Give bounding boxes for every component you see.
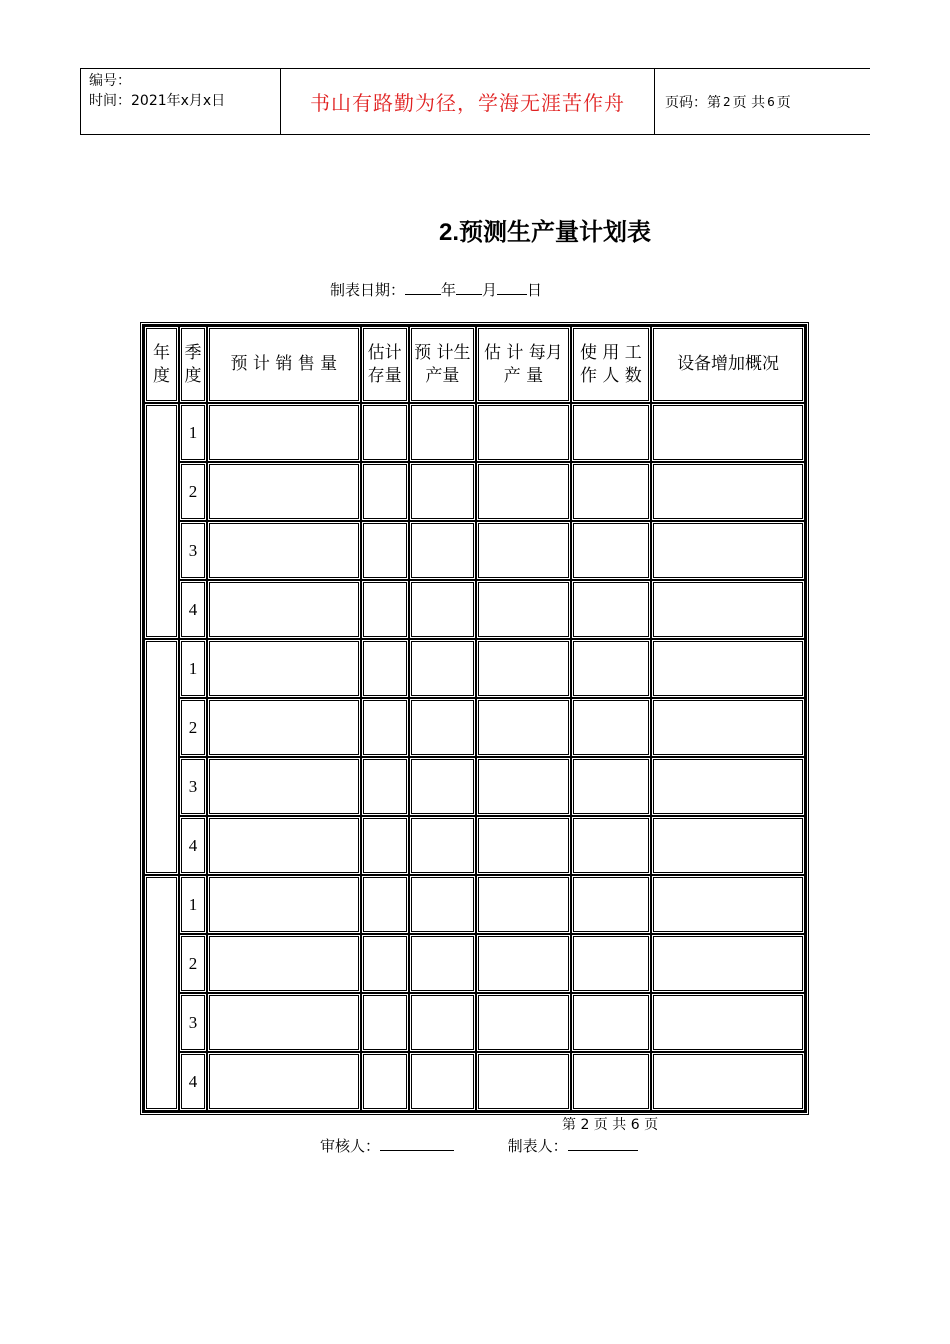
equipment-cell[interactable] xyxy=(651,816,805,875)
page-title xyxy=(0,212,950,247)
page-suffix: 页 xyxy=(776,94,791,111)
workers-cell[interactable] xyxy=(571,757,652,816)
title-number: 2. xyxy=(438,219,459,246)
monthly-output-cell[interactable] xyxy=(476,993,570,1052)
table-row xyxy=(144,993,805,1052)
date-line xyxy=(330,279,542,300)
projected-production-cell[interactable] xyxy=(409,639,477,698)
quarter-cell: 4 xyxy=(179,580,207,639)
page-number: 2 xyxy=(723,94,731,109)
year-cell[interactable] xyxy=(144,875,179,1111)
month-label: 月 xyxy=(482,281,498,299)
monthly-output-cell[interactable] xyxy=(476,639,570,698)
workers-cell[interactable] xyxy=(571,580,652,639)
estimated-stock-cell[interactable] xyxy=(361,816,409,875)
header-workers: 使 用 工 作 人 数 xyxy=(571,326,652,403)
footer-page-number: 第 2 页 共 6 页 xyxy=(562,1117,659,1133)
title-text: 预测生产量计划表 xyxy=(459,218,651,246)
reviewer-label: 审核人： xyxy=(320,1137,381,1155)
table-row xyxy=(144,639,805,698)
projected-production-cell[interactable] xyxy=(409,757,477,816)
quarter-cell: 2 xyxy=(179,934,207,993)
projected-sales-cell[interactable] xyxy=(207,816,361,875)
projected-sales-cell[interactable] xyxy=(207,934,361,993)
quarter-cell: 2 xyxy=(179,698,207,757)
header-equipment: 设备增加概况 xyxy=(651,326,805,403)
header-projected-sales: 预 计 销 售 量 xyxy=(207,326,361,403)
estimated-stock-cell[interactable] xyxy=(361,934,409,993)
projected-sales-cell[interactable] xyxy=(207,639,361,698)
monthly-output-cell[interactable] xyxy=(476,934,570,993)
projected-sales-cell[interactable] xyxy=(207,403,361,462)
monthly-output-cell[interactable] xyxy=(476,403,570,462)
equipment-cell[interactable] xyxy=(651,639,805,698)
workers-cell[interactable] xyxy=(571,934,652,993)
equipment-cell[interactable] xyxy=(651,521,805,580)
table-row xyxy=(144,580,805,639)
monthly-output-cell[interactable] xyxy=(476,580,570,639)
year-blank[interactable] xyxy=(405,280,441,295)
quarter-cell: 4 xyxy=(179,1052,207,1111)
quarter-cell: 3 xyxy=(179,993,207,1052)
workers-cell[interactable] xyxy=(571,698,652,757)
header-year: 年度 xyxy=(144,326,179,403)
estimated-stock-cell[interactable] xyxy=(361,462,409,521)
workers-cell[interactable] xyxy=(571,1052,652,1111)
estimated-stock-cell[interactable] xyxy=(361,757,409,816)
header-page-info xyxy=(655,69,870,134)
header-estimated-stock: 估计存量 xyxy=(361,326,409,403)
quarter-cell: 1 xyxy=(179,403,207,462)
projected-production-cell[interactable] xyxy=(409,934,477,993)
monthly-output-cell[interactable] xyxy=(476,521,570,580)
equipment-cell[interactable] xyxy=(651,757,805,816)
quarter-cell: 4 xyxy=(179,816,207,875)
equipment-cell[interactable] xyxy=(651,698,805,757)
code-label: 编号： xyxy=(89,73,131,89)
estimated-stock-cell[interactable] xyxy=(361,521,409,580)
estimated-stock-cell[interactable] xyxy=(361,403,409,462)
projected-sales-cell[interactable] xyxy=(207,521,361,580)
monthly-output-cell[interactable] xyxy=(476,816,570,875)
table-row xyxy=(144,462,805,521)
table-row xyxy=(144,757,805,816)
projected-production-cell[interactable] xyxy=(409,1052,477,1111)
page-total: 6 xyxy=(767,94,775,109)
header-quarter: 季度 xyxy=(179,326,207,403)
projected-production-cell[interactable] xyxy=(409,875,477,934)
table-row xyxy=(144,875,805,934)
page-prefix: 页码：第 xyxy=(665,94,721,111)
monthly-output-cell[interactable] xyxy=(476,875,570,934)
projected-sales-cell[interactable] xyxy=(207,993,361,1052)
monthly-output-cell[interactable] xyxy=(476,1052,570,1111)
projected-production-cell[interactable] xyxy=(409,993,477,1052)
signature-line xyxy=(320,1135,638,1156)
projected-production-cell[interactable] xyxy=(409,403,477,462)
quarter-cell: 1 xyxy=(179,639,207,698)
maker-label: 制表人： xyxy=(507,1137,568,1155)
estimated-stock-cell[interactable] xyxy=(361,580,409,639)
month-blank[interactable] xyxy=(456,280,482,295)
quarter-cell: 2 xyxy=(179,462,207,521)
equipment-cell[interactable] xyxy=(651,580,805,639)
projected-sales-cell[interactable] xyxy=(207,698,361,757)
workers-cell[interactable] xyxy=(571,462,652,521)
quarter-cell: 3 xyxy=(179,521,207,580)
projected-sales-cell[interactable] xyxy=(207,875,361,934)
equipment-cell[interactable] xyxy=(651,462,805,521)
maker-blank[interactable] xyxy=(568,1136,638,1151)
projected-sales-cell[interactable] xyxy=(207,580,361,639)
table-header-row xyxy=(144,326,805,403)
equipment-cell[interactable] xyxy=(651,934,805,993)
projected-production-cell[interactable] xyxy=(409,521,477,580)
table-row xyxy=(144,816,805,875)
year-label: 年 xyxy=(441,281,457,299)
estimated-stock-cell[interactable] xyxy=(361,875,409,934)
reviewer-blank[interactable] xyxy=(380,1136,454,1151)
page-mid: 页 共 xyxy=(732,94,766,111)
date-label: 制表日期： xyxy=(330,281,406,299)
estimated-stock-cell[interactable] xyxy=(361,639,409,698)
workers-cell[interactable] xyxy=(571,875,652,934)
document-header xyxy=(80,68,870,135)
projected-production-cell[interactable] xyxy=(409,698,477,757)
projected-sales-cell[interactable] xyxy=(207,1052,361,1111)
projected-sales-cell[interactable] xyxy=(207,462,361,521)
table-row xyxy=(144,934,805,993)
estimated-stock-cell[interactable] xyxy=(361,698,409,757)
projected-production-cell[interactable] xyxy=(409,580,477,639)
year-cell[interactable] xyxy=(144,639,179,875)
header-meta xyxy=(81,69,281,134)
projected-sales-cell[interactable] xyxy=(207,757,361,816)
workers-cell[interactable] xyxy=(571,993,652,1052)
header-motto: 书山有路勤为径，学海无涯苦作舟 xyxy=(281,69,655,134)
quarter-cell: 3 xyxy=(179,757,207,816)
workers-cell[interactable] xyxy=(571,816,652,875)
equipment-cell[interactable] xyxy=(651,993,805,1052)
production-plan-table xyxy=(142,324,807,1113)
table-row xyxy=(144,1052,805,1111)
estimated-stock-cell[interactable] xyxy=(361,993,409,1052)
equipment-cell[interactable] xyxy=(651,875,805,934)
day-label: 日 xyxy=(527,281,543,299)
equipment-cell[interactable] xyxy=(651,1052,805,1111)
workers-cell[interactable] xyxy=(571,521,652,580)
workers-cell[interactable] xyxy=(571,639,652,698)
projected-production-cell[interactable] xyxy=(409,462,477,521)
monthly-output-cell[interactable] xyxy=(476,698,570,757)
day-blank[interactable] xyxy=(497,280,527,295)
equipment-cell[interactable] xyxy=(651,403,805,462)
quarter-cell: 1 xyxy=(179,875,207,934)
year-cell[interactable] xyxy=(144,403,179,639)
monthly-output-cell[interactable] xyxy=(476,462,570,521)
estimated-stock-cell[interactable] xyxy=(361,1052,409,1111)
table-row xyxy=(144,403,805,462)
workers-cell[interactable] xyxy=(571,403,652,462)
header-monthly-output: 估 计 每月 产 量 xyxy=(476,326,570,403)
projected-production-cell[interactable] xyxy=(409,816,477,875)
table-row xyxy=(144,698,805,757)
monthly-output-cell[interactable] xyxy=(476,757,570,816)
header-projected-production: 预 计生产量 xyxy=(409,326,477,403)
table-row xyxy=(144,521,805,580)
time-label: 时间：2021年x月x日 xyxy=(89,93,226,109)
